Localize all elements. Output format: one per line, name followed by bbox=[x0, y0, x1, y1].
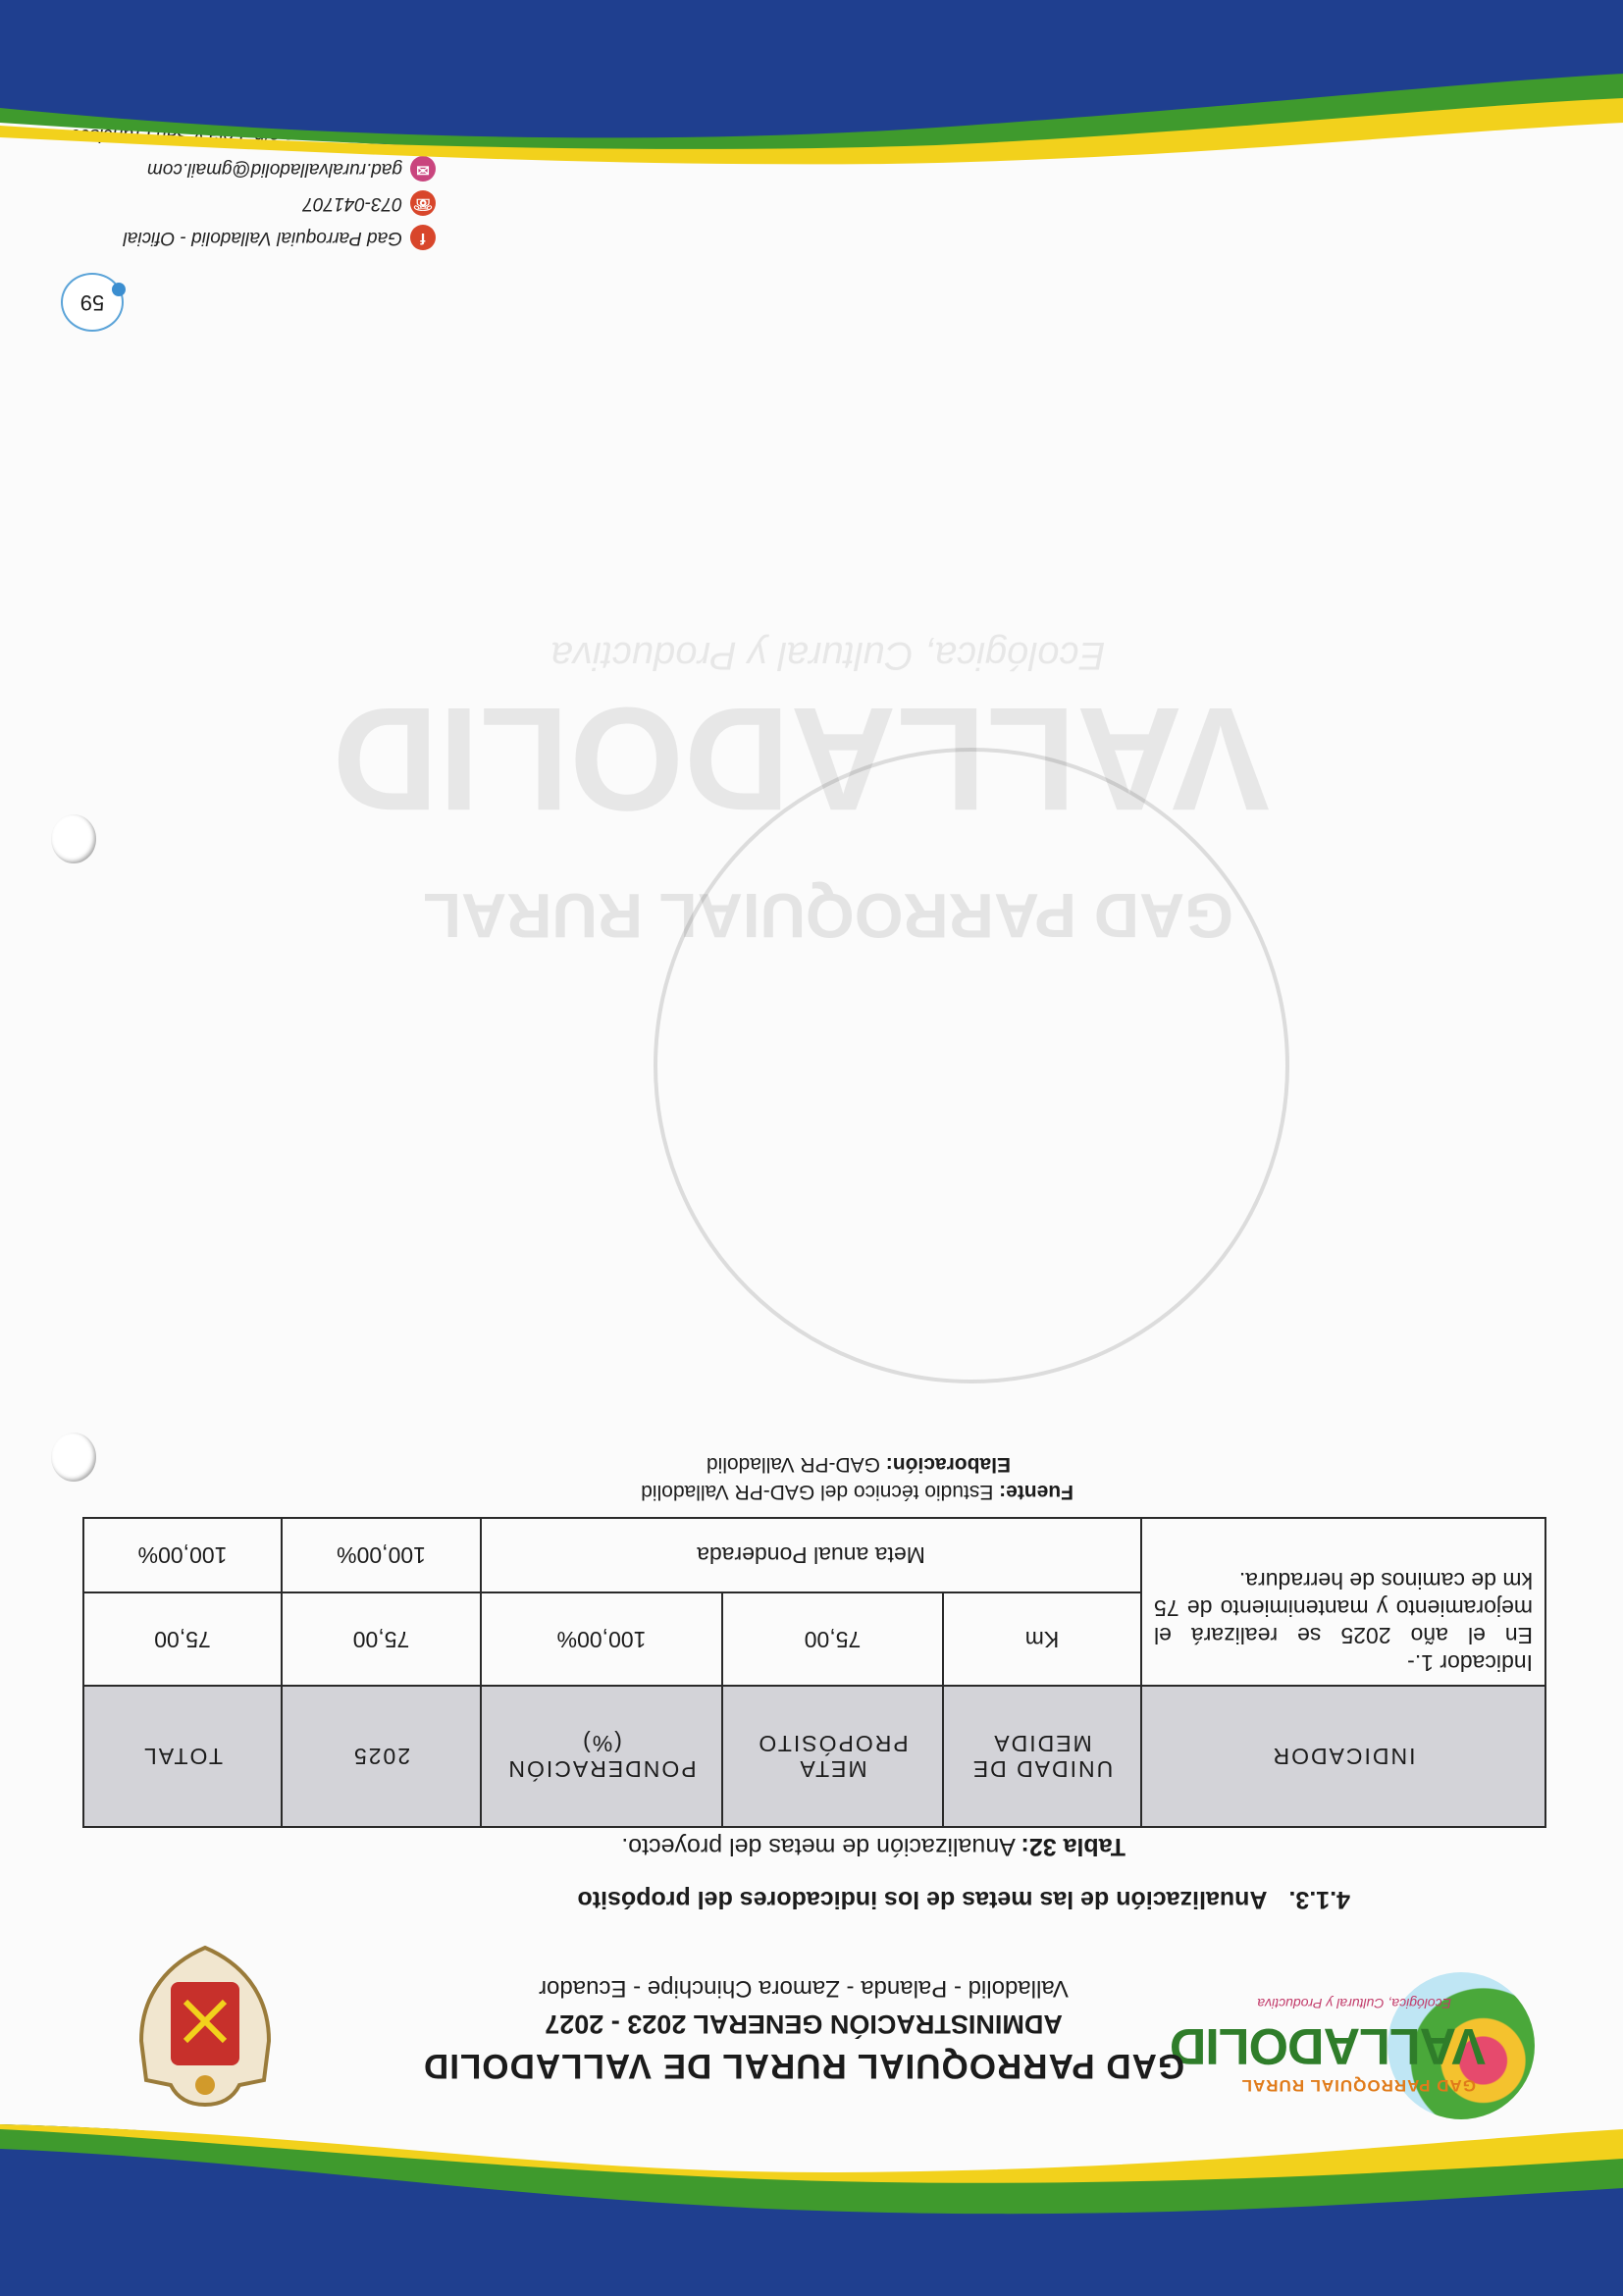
watermark-line2: VALLADOLID bbox=[332, 677, 1270, 842]
header-weight: PONDERACIÓN (%) bbox=[481, 1686, 722, 1827]
section-number: 4.1.3. bbox=[1288, 1886, 1350, 1913]
contact-facebook bbox=[124, 225, 436, 250]
logo-wordmark: VALLADOLID bbox=[1170, 2017, 1486, 2074]
header-indicator: INDICADOR bbox=[1141, 1686, 1545, 1827]
contact-email-text: gad.ruralvalladolid@gmail.com bbox=[146, 158, 402, 180]
header-2025: 2025 bbox=[282, 1686, 481, 1827]
coat-of-arms-icon bbox=[131, 1943, 279, 2110]
table-caption-label: Tabla 32: bbox=[1021, 1833, 1126, 1860]
weighted-label: Meta anual Ponderada bbox=[481, 1518, 1141, 1592]
table-row bbox=[83, 1592, 1545, 1686]
elaboration-text: GAD-PR Valladolid bbox=[706, 1453, 880, 1476]
indicator-title: Indicador 1.- bbox=[1407, 1650, 1533, 1676]
section-title: Anualización de las metas de los indicadores del propósito bbox=[577, 1886, 1268, 1913]
punch-hole-icon bbox=[51, 1433, 96, 1482]
source-label: Fuente: bbox=[999, 1481, 1073, 1503]
logo-wordmark-top: GAD PARROQUIAL RURAL bbox=[1240, 2076, 1476, 2095]
cell-goal: 75,00 bbox=[722, 1592, 943, 1686]
elaboration-label: Elaboración: bbox=[885, 1453, 1011, 1476]
table-caption bbox=[621, 1832, 1126, 1860]
header-total: TOTAL bbox=[83, 1686, 282, 1827]
watermark-line1: GAD PARROQUIAL RURAL bbox=[422, 880, 1234, 951]
weighted-total: 100,00% bbox=[83, 1518, 282, 1592]
phone-icon: ☏ bbox=[410, 190, 436, 216]
goals-table bbox=[82, 1517, 1546, 1828]
email-icon: ✉ bbox=[410, 156, 436, 182]
contact-facebook-text: Gad Parroquial Valladolid - Oficial bbox=[123, 227, 402, 248]
contact-phone-text: 073-041707 bbox=[302, 192, 402, 214]
punch-hole-icon bbox=[51, 814, 96, 863]
cell-weight: 100,00% bbox=[481, 1592, 722, 1686]
footer-decorative-band bbox=[0, 0, 1623, 167]
page-number-dot-icon bbox=[112, 283, 126, 296]
header-subtitle: ADMINISTRACIÓN GENERAL 2023 - 2027 bbox=[545, 2009, 1063, 2039]
header-unit: UNIDAD DE MEDIDA bbox=[943, 1686, 1141, 1827]
indicator-description: En el año 2025 se realizará el mejoramiento y mantenimiento de 75 km de caminos de herradura. bbox=[1154, 1568, 1533, 1648]
cell-2025: 75,00 bbox=[282, 1592, 481, 1686]
source-line bbox=[641, 1480, 1073, 1503]
cell-unit: Km bbox=[943, 1592, 1141, 1686]
facebook-icon: f bbox=[410, 225, 436, 250]
cell-total: 75,00 bbox=[83, 1592, 282, 1686]
table-header-row bbox=[83, 1686, 1545, 1827]
table-caption-text: Anualización de metas del proyecto. bbox=[621, 1833, 1016, 1860]
watermark-line3: Ecológica, Cultural y Productiva bbox=[550, 634, 1106, 677]
weighted-2025: 100,00% bbox=[282, 1518, 481, 1592]
section-heading bbox=[577, 1885, 1350, 1913]
logo-tagline: Ecológica, Cultural y Productiva bbox=[1257, 1996, 1451, 2011]
header-decorative-band bbox=[0, 2124, 1623, 2296]
elaboration-line bbox=[707, 1452, 1011, 1476]
header-location: Valladolid - Palanda - Zamora Chinchipe - Ecuador bbox=[539, 1975, 1069, 2002]
header-title: GAD PARROQUIAL RURAL DE VALLADOLID bbox=[422, 2047, 1185, 2085]
page-number: 59 bbox=[61, 273, 124, 332]
indicator-cell bbox=[1141, 1518, 1545, 1686]
contact-phone bbox=[303, 190, 436, 216]
source-text: Estudio técnico del GAD-PR Valladolid bbox=[641, 1481, 994, 1503]
header-goal: META PROPÓSITO bbox=[722, 1686, 943, 1827]
